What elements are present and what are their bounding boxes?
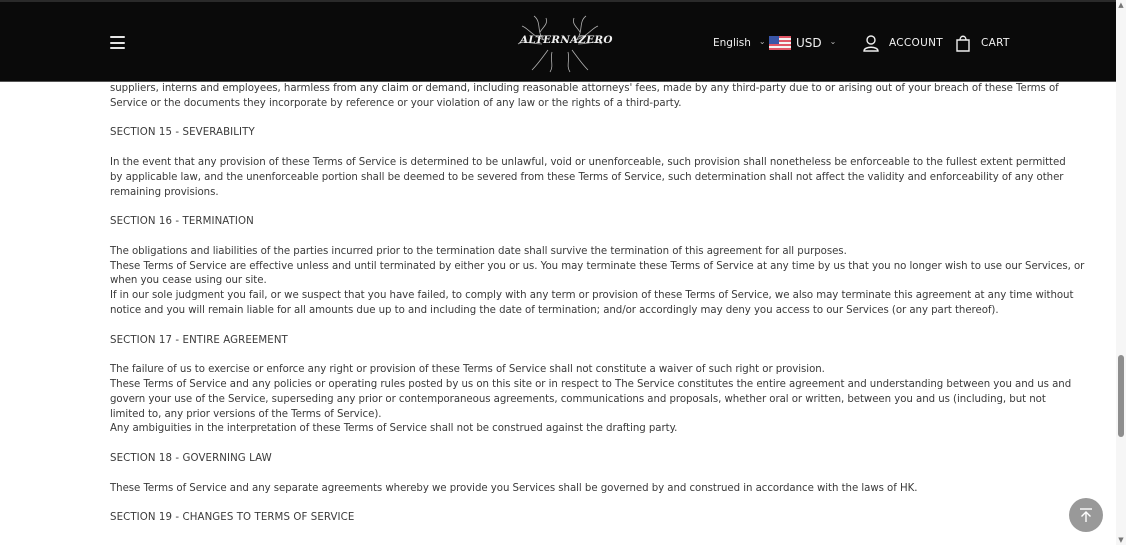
section-paragraph: [110, 363, 1072, 437]
brand-logo[interactable]: [514, 10, 613, 76]
chevron-down-icon: ⌄: [758, 37, 766, 46]
site-header: [0, 0, 1116, 82]
section-heading: SECTION 18 - GOVERNING LAW: [110, 452, 272, 464]
text-line: The failure of us to exercise or enforce any right or provision of these Terms of Service shall not constitute a waiver of such right or provision.: [110, 364, 825, 376]
account-link[interactable]: [862, 33, 943, 53]
text-line: These Terms of Service and any separate agreements whereby we provide you Services shall be governed by and construed in accordance with the laws of HK.: [110, 482, 918, 494]
text-line: The obligations and liabilities of the parties incurred prior to the termination date shall survive the termination of this agreement for all purposes.: [110, 245, 847, 257]
section-heading: SECTION 16 - TERMINATION: [110, 216, 254, 228]
language-selector[interactable]: [713, 33, 766, 53]
section-heading: SECTION 19 - CHANGES TO TERMS OF SERVICE: [110, 512, 355, 524]
language-label: English: [713, 37, 751, 49]
user-icon: [862, 34, 880, 52]
text-line: These Terms of Service are effective unless and until terminated by either you or us. You may terminate these Terms of Service at any time by us that you no longer wish to use our Services, or: [110, 260, 1085, 272]
text-line: Service or the documents they incorporate by reference or your violation of any law or the rights of a third-party.: [110, 97, 682, 109]
page-scrollbar[interactable]: [1116, 0, 1126, 545]
chevron-down-icon: ⌄: [829, 37, 837, 46]
intro-paragraph: [110, 82, 1059, 112]
shopping-bag-icon: [955, 34, 971, 52]
section-paragraph: [110, 156, 1066, 200]
text-line: remaining provisions.: [110, 186, 219, 198]
cart-label: CART: [981, 37, 1010, 49]
text-line: These Terms of Service and any policies or operating rules posted by us on this site or in respect to The Service constitutes the entire agreement and understanding between you and us and: [110, 378, 1072, 390]
text-line: govern your use of the Service, superseding any prior or contemporaneous agreements, communications and proposals, whether oral or written, between you and us (including, but not: [110, 393, 1046, 405]
section-paragraph: [110, 482, 1010, 497]
us-flag-icon: [769, 36, 791, 50]
currency-label: USD: [796, 36, 822, 50]
text-line: when you cease using our site.: [110, 275, 267, 287]
back-to-top-button[interactable]: [1069, 498, 1103, 532]
text-line: by applicable law, and the unenforceable portion shall be deemed to be severed from these Terms of Service, such determination shall not affect the validity and enforceability of any other: [110, 171, 1064, 183]
menu-icon-bar: [110, 47, 125, 49]
scrollbar-thumb[interactable]: [1118, 355, 1124, 437]
text-line: If in our sole judgment you fail, or we suspect that you have failed, to comply with any term or provision of these Terms of Service, we also may terminate this agreement at any time without: [110, 290, 1074, 302]
currency-selector[interactable]: [769, 33, 836, 53]
text-line: suppliers, interns and employees, harmless from any claim or demand, including reasonable attorneys' fees, made by any third-party due to or arising out of your breach of these Terms of: [110, 83, 1059, 94]
terms-of-service-content: [110, 82, 1085, 526]
hamburger-menu-button[interactable]: [110, 36, 125, 49]
account-label: ACCOUNT: [889, 37, 943, 49]
section-heading: SECTION 17 - ENTIRE AGREEMENT: [110, 334, 288, 346]
scroll-up-arrow-icon[interactable]: ▲: [1118, 1, 1124, 9]
arrow-up-to-line-icon: [1078, 507, 1094, 523]
scroll-down-arrow-icon[interactable]: ▼: [1118, 536, 1124, 544]
text-line: Any ambiguities in the interpretation of these Terms of Service shall not be construed against the drafting party.: [110, 423, 678, 435]
text-line: In the event that any provision of these Terms of Service is determined to be unlawful, void or unenforceable, such provision shall nonetheless be enforceable to the fullest extent permitted: [110, 156, 1066, 168]
section-heading: SECTION 15 - SEVERABILITY: [110, 127, 255, 139]
menu-icon-bar: [110, 42, 125, 44]
text-line: notice and you will remain liable for all amounts due up to and including the date of termination; and/or accordingly may deny you access to our Services (or any part thereof).: [110, 304, 999, 316]
cart-link[interactable]: [955, 33, 1010, 53]
text-line: limited to, any prior versions of the Terms of Service).: [110, 408, 382, 420]
section-paragraph: [110, 245, 1085, 319]
menu-icon-bar: [110, 36, 125, 38]
logo-wordmark: ALTERNAZERO: [520, 34, 613, 46]
